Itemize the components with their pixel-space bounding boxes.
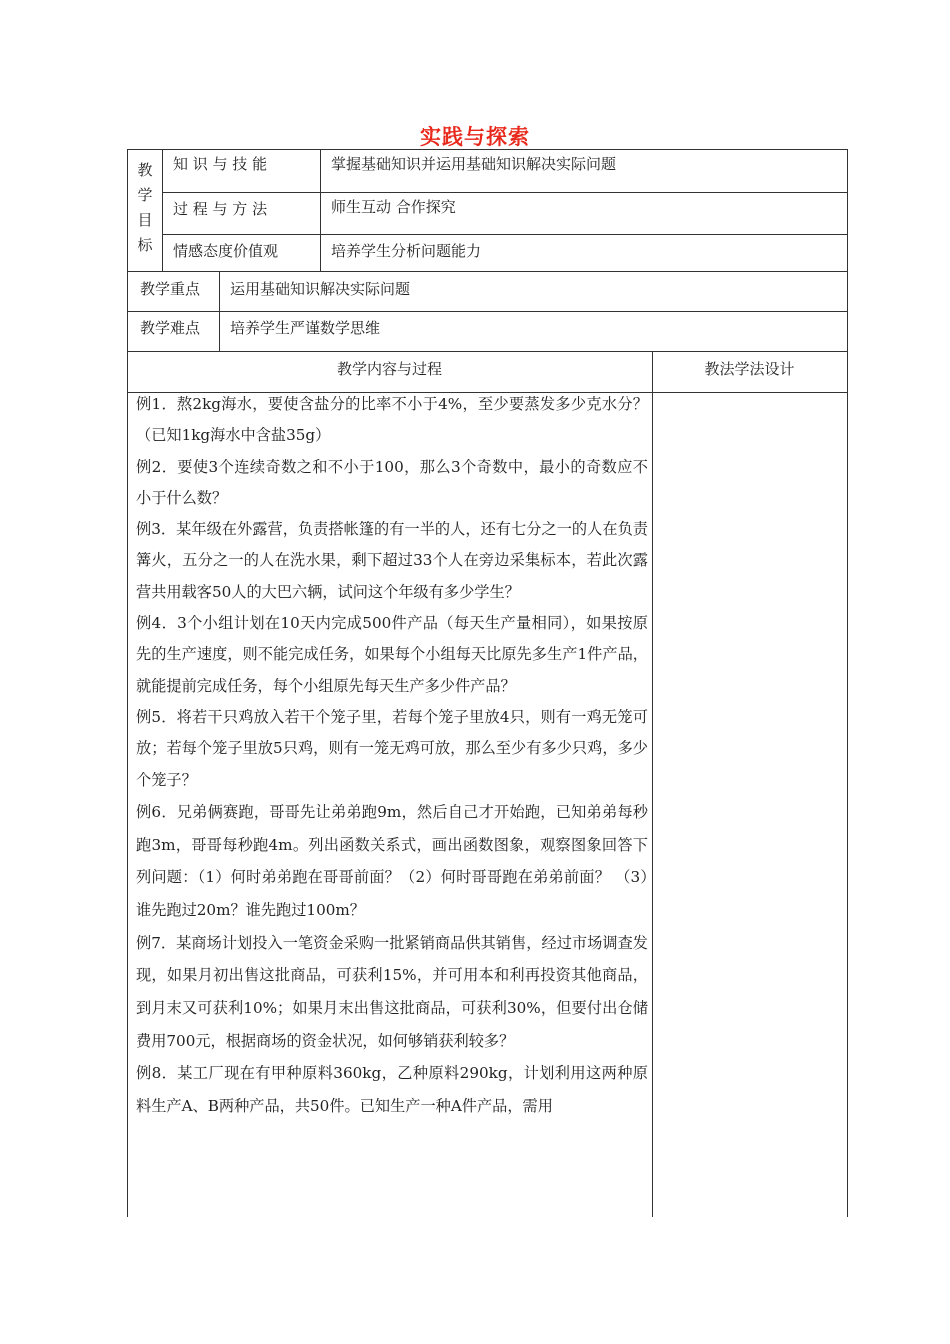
example-item: 例1．熬2kg海水，要使含盐分的比率不小于4%，至少要蒸发多少克水分？（已知1kg海水中含盐35g） bbox=[136, 395, 648, 445]
objectives-char: 标 bbox=[137, 236, 153, 254]
example-item: 例7．某商场计划投入一笔资金采购一批紧销商品供其销售，经过市场调查发现，如果月初出售这批商品，可获利15%，并可用本和利再投资其他商品，到月末又可获利10%；如果月末出售这批商品，可获利30%，但要付出仓储费用700元，根据商场的资金状况，如何够销获利较多？ bbox=[136, 933, 648, 1050]
example-item: 例4．3个小组计划在10天内完成500件产品（每天生产量相同），如果按原先的生产速度，则不能完成任务，如果每个小组每天比原先多生产1件产品，就能提前完成任务，每个小组原先每天生产多少件产品？ bbox=[136, 614, 648, 695]
example-item: 例5．将若干只鸡放入若干个笼子里，若每个笼子里放4只，则有一鸡无笼可放；若每个笼子里放5只鸡，则有一笼无鸡可放，那么至少有多少只鸡，多少个笼子？ bbox=[136, 707, 648, 789]
objective-value: 师生互动 合作探究 bbox=[331, 198, 456, 216]
key-point-label: 教学重点 bbox=[140, 280, 201, 298]
page-title: 实践与探索 bbox=[420, 125, 530, 149]
example-item: 例6．兄弟俩赛跑，哥哥先让弟弟跑9m，然后自己才开始跑，已知弟弟每秒跑3m，哥哥每秒跑4m。列出函数关系式，画出函数图象，观察图象回答下列问题：（1）何时弟弟跑在哥哥前面？（2）何时哥哥跑在弟弟前面？ （3）谁先跑过20m？谁先跑过100m？ bbox=[136, 802, 648, 919]
objective-value: 培养学生分析问题能力 bbox=[331, 242, 482, 260]
difficulty-label: 教学难点 bbox=[140, 319, 201, 337]
difficulty-value: 培养学生严谨数学思维 bbox=[230, 319, 381, 337]
examples-list bbox=[136, 389, 648, 1123]
objective-label: 知 识 与 技 能 bbox=[173, 155, 268, 173]
key-point-value: 运用基础知识解决实际问题 bbox=[230, 280, 411, 298]
example-item: 例8．某工厂现在有甲种原料360kg，乙种原料290kg，计划利用这两种原料生产A、B两种产品，共50件。已知生产一种A件产品，需用 bbox=[136, 1064, 648, 1116]
objectives-char: 学 bbox=[137, 186, 153, 204]
objective-label: 情感态度价值观 bbox=[173, 242, 279, 260]
method-column-header: 教法学法设计 bbox=[704, 360, 795, 378]
example-item: 例2．要使3个连续奇数之和不小于100，那么3个奇数中，最小的奇数应不小于什么数？ bbox=[136, 457, 648, 507]
content-column-header: 教学内容与过程 bbox=[336, 360, 442, 378]
objective-value: 掌握基础知识并运用基础知识解决实际问题 bbox=[331, 155, 617, 173]
objectives-char: 教 bbox=[137, 161, 153, 179]
example-item: 例3．某年级在外露营，负责搭帐篷的有一半的人，还有七分之一的人在负责篝火，五分之一的人在洗水果，剩下超过33个人在旁边采集标本，若此次露营共用载客50人的大巴六辆，试问这个年级有多少学生？ bbox=[136, 520, 648, 601]
objective-label: 过 程 与 方 法 bbox=[173, 200, 268, 218]
objectives-char: 目 bbox=[137, 211, 153, 229]
